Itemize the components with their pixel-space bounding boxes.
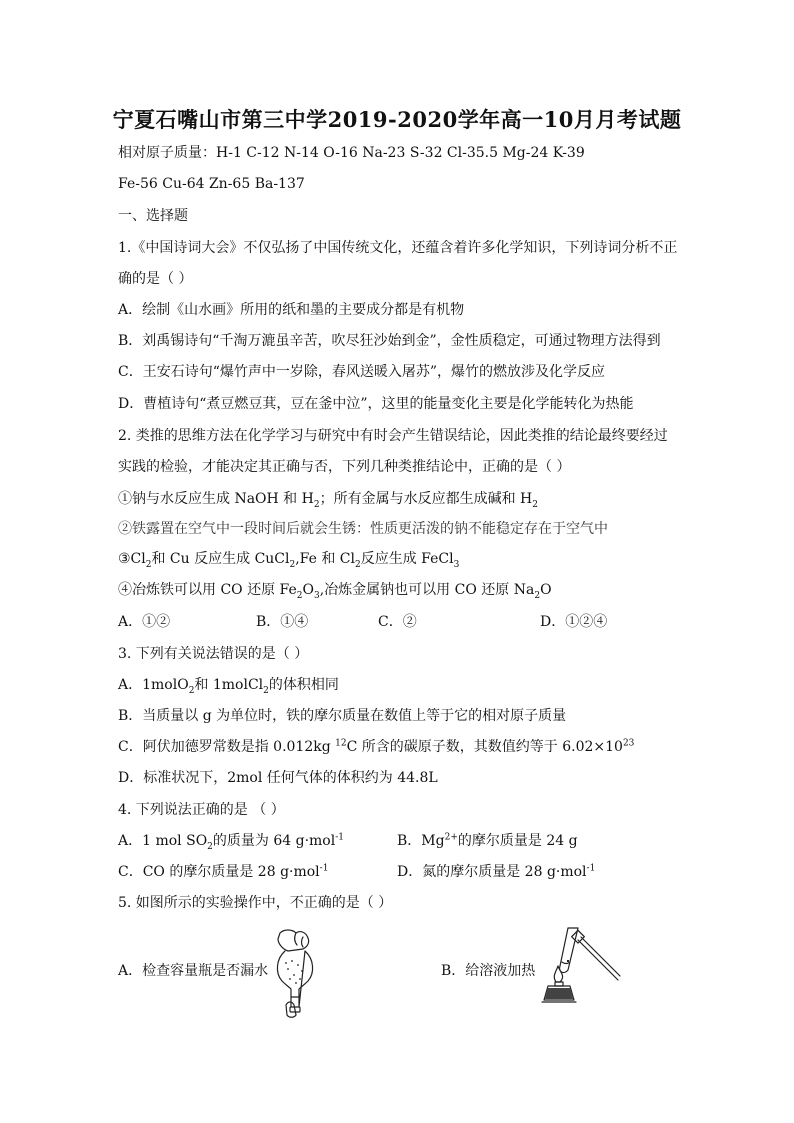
q3-stem: 3. 下列有关说法错误的是（ ）	[118, 646, 309, 662]
q2-statement-2: ②铁露置在空气中一段时间后就会生锈：性质更活泼的钠不能稳定存在于空气中	[118, 521, 608, 537]
q3-option-b: B．当质量以 g 为单位时，铁的摩尔质量在数值上等于它的相对原子质量	[118, 708, 567, 724]
q2-option-a: A．①②	[118, 614, 171, 630]
q4-option-a: A．1 mol $SO_2$的质量为 64 g·mol$^{-1}$	[118, 832, 344, 852]
volumetric-flask-illustration	[270, 927, 320, 1019]
q2-statement-4: ④冶炼铁可以用 CO 还原 $Fe_2O_3$,冶炼金属钠也可以用 CO 还原 $Na_2O$	[118, 582, 552, 601]
q2-statement-1: ①钠与水反应生成 NaOH 和 $H_2$；所有金属与水反应都生成碱和 $H_2$	[118, 491, 538, 510]
q3-option-a: A．1molO$_2$和 1molCl$_2$的体积相同	[118, 677, 339, 696]
q2-statement-3: $③Cl_2$和 Cu 反应生成 CuCl$_2$,Fe 和 $Cl_2$反应生成 FeCl$_3$	[118, 551, 460, 570]
q5-option-b: B．给溶液加热	[441, 963, 536, 979]
q1-option-b: B．刘禹锡诗句“千淘万漉虽辛苦，吹尽狂沙始到金”，金性质稳定，可通过物理方法得到	[118, 333, 661, 349]
atomic-mass-line-1: 相对原子质量：H-1 C-12 N-14 O-16 Na-23 S-32 Cl-35.5 Mg-24 K-39	[118, 145, 585, 161]
q1-stem-line-1: 1.《中国诗词大会》不仅弘扬了中国传统文化，还蕴含着许多化学知识，下列诗词分析不正	[118, 240, 678, 256]
q3-option-d: D．标准状况下，2mol 任何气体的体积约为 44.8L	[118, 770, 438, 786]
q5-stem: 5. 如图所示的实验操作中，不正确的是（ ）	[118, 895, 393, 911]
q2-stem-line-2: 实践的检验，才能决定其正确与否，下列几种类推结论中，正确的是（ ）	[118, 459, 571, 475]
q4-option-b: B．$Mg^{2+}$的摩尔质量是 24 g	[397, 832, 578, 849]
q1-option-a: A．绘制《山水画》所用的纸和墨的主要成分都是有机物	[118, 302, 465, 318]
q5-option-a: A．检查容量瓶是否漏水	[118, 963, 269, 979]
q2-option-b: B．①④	[256, 614, 309, 630]
q3-option-c: C．阿伏加德罗常数是指 0.012kg $^{12}$C 所含的碳原子数，其数值约等于 $6.02\times 10^{23}$	[118, 738, 635, 755]
q1-option-d: D．曹植诗句“煮豆燃豆萁，豆在釜中泣”，这里的能量变化主要是化学能转化为热能	[118, 396, 634, 412]
test-tube-heating-illustration	[538, 922, 622, 1004]
q2-option-d: D．①②④	[540, 614, 608, 630]
atomic-mass-line-2: Fe-56 Cu-64 Zn-65 Ba-137	[118, 176, 305, 192]
q4-option-d: D．氮的摩尔质量是 28 g·mol$^{-1}$	[397, 863, 596, 880]
q1-stem-line-2: 确的是（ ）	[118, 271, 193, 287]
q4-option-c: C．CO 的摩尔质量是 28 g·mol$^{-1}$	[118, 863, 329, 880]
page-title: 宁夏石嘴山市第三中学2019-2020学年高一10月月考试题	[112, 107, 682, 132]
q2-stem-line-1: 2. 类推的思维方法在化学学习与研究中有时会产生错误结论，因此类推的结论最终要经过	[118, 428, 668, 444]
q1-option-c: C．王安石诗句“爆竹声中一岁除，春风送暖入屠苏”，爆竹的燃放涉及化学反应	[118, 364, 606, 380]
q2-option-c: C．②	[378, 614, 417, 630]
section-heading: 一、选择题	[118, 208, 188, 224]
q4-stem: 4. 下列说法正确的是 （ ）	[118, 802, 285, 818]
